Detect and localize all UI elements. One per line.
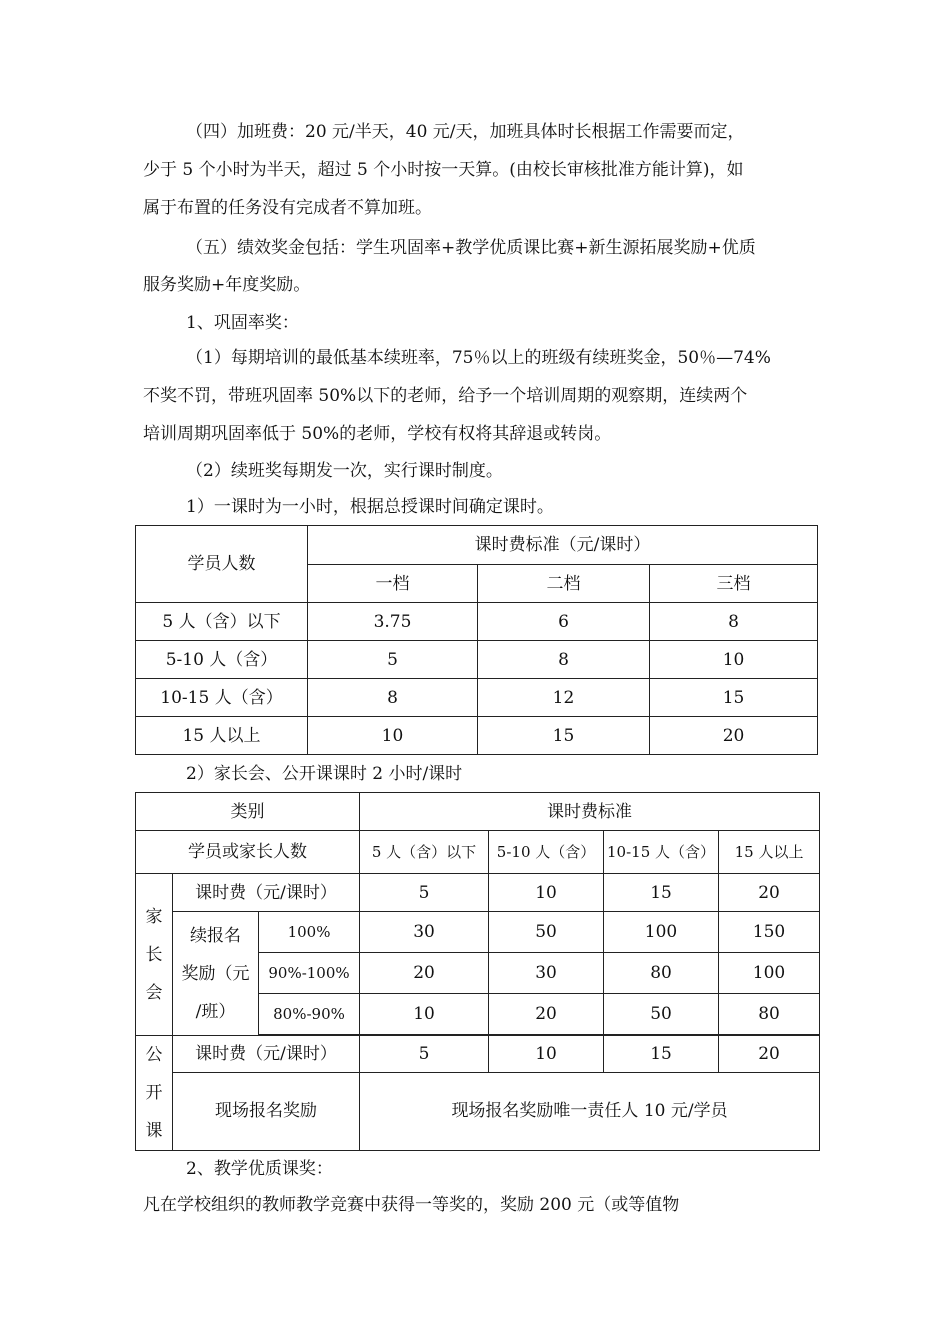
table-cell: 8	[478, 641, 650, 679]
header-size-2: 5-10 人（含）	[489, 831, 604, 874]
row-label: 课时费（元/课时）	[173, 1036, 360, 1073]
table-cell: 100	[719, 953, 820, 994]
table-cell: 30	[360, 912, 489, 953]
header-fee-standard: 课时费标准（元/课时）	[308, 526, 818, 565]
table-cell: 10	[489, 1036, 604, 1073]
table-cell: 6	[478, 603, 650, 641]
table-row	[136, 1072, 820, 1150]
table-row	[136, 641, 818, 679]
onsite-signup-value: 现场报名奖励唯一责任人 10 元/学员	[360, 1072, 820, 1150]
paragraph-retention-line3: 培训周期巩固率低于 50%的老师，学校有权将其辞退或转岗。	[143, 424, 612, 444]
heading-quality-class-award: 2、教学优质课奖：	[186, 1159, 333, 1179]
onsite-signup-label: 现场报名奖励	[173, 1072, 360, 1150]
table-cell: 100	[604, 912, 719, 953]
paragraph-retention-line1: （1）每期培训的最低基本续班率，75％以上的班级有续班奖金，50％—74%	[186, 348, 771, 368]
header-participant-count: 学员或家长人数	[136, 831, 360, 874]
header-student-count: 学员人数	[136, 526, 308, 603]
table-row	[136, 717, 818, 755]
continuation-bonus-label: 续报名 奖励（元 /班）	[173, 912, 259, 1036]
header-tier-1: 一档	[308, 565, 478, 603]
table-cell: 5	[360, 874, 489, 912]
header-tier-2: 二档	[478, 565, 650, 603]
table-cell: 5	[308, 641, 478, 679]
table-row	[136, 1036, 820, 1073]
table-cell: 80	[604, 953, 719, 994]
table-cell: 8	[308, 679, 478, 717]
paragraph-overtime-line1: （四）加班费：20 元/半天，40 元/天，加班具体时长根据工作需要而定，	[186, 122, 745, 142]
paragraph-bonus-line2: 服务奖励+年度奖励。	[143, 275, 311, 295]
table-cell: 10	[308, 717, 478, 755]
header-category: 类别	[136, 793, 360, 831]
row-label: 5-10 人（含）	[136, 641, 308, 679]
table-cell: 15	[604, 874, 719, 912]
table-cell: 10	[650, 641, 818, 679]
header-size-3: 10-15 人（含）	[604, 831, 719, 874]
table-cell: 20	[719, 1036, 820, 1073]
header-size-1: 5 人（含）以下	[360, 831, 489, 874]
paragraph-overtime-line2: 少于 5 个小时为半天，超过 5 个小时按一天算。(由校长审核批准方能计算)，如	[143, 160, 744, 180]
table-cell: 80	[719, 994, 820, 1035]
table-cell: 150	[719, 912, 820, 953]
table-cell: 20	[489, 994, 604, 1035]
parent-meeting-label: 家 长 会	[136, 874, 173, 1036]
paragraph-overtime-line3: 属于布置的任务没有完成者不算加班。	[143, 198, 432, 218]
row-label: 课时费（元/课时）	[173, 874, 360, 912]
table-row	[136, 603, 818, 641]
table-row	[136, 912, 820, 953]
table-row	[136, 874, 820, 912]
table-cell: 15	[478, 717, 650, 755]
table-cell: 20	[650, 717, 818, 755]
table-row	[136, 679, 818, 717]
table-cell: 30	[489, 953, 604, 994]
row-label: 15 人以上	[136, 717, 308, 755]
rate-label: 80%-90%	[259, 994, 360, 1035]
row-label: 10-15 人（含）	[136, 679, 308, 717]
rate-label: 90%-100%	[259, 953, 360, 994]
class-hour-fee-table	[135, 525, 818, 755]
paragraph-parent-meeting-hours: 2）家长会、公开课课时 2 小时/课时	[186, 764, 463, 784]
paragraph-retention-line2: 不奖不罚，带班巩固率 50%以下的老师，给予一个培训周期的观察期，连续两个	[143, 386, 748, 406]
table-cell: 10	[360, 994, 489, 1035]
header-fee-standard: 课时费标准	[360, 793, 820, 831]
header-tier-3: 三档	[650, 565, 818, 603]
heading-retention-award: 1、巩固率奖：	[186, 313, 299, 333]
paragraph-bonus-line1: （五）绩效奖金包括：学生巩固率+教学优质课比赛+新生源拓展奖励+优质	[186, 238, 756, 258]
table-cell: 12	[478, 679, 650, 717]
paragraph-class-hour-rule: 1）一课时为一小时，根据总授课时间确定课时。	[186, 497, 554, 517]
table-cell: 20	[360, 953, 489, 994]
paragraph-continuation-award: （2）续班奖每期发一次，实行课时制度。	[186, 461, 503, 481]
parent-meeting-open-class-table	[135, 792, 820, 1151]
rate-label: 100%	[259, 912, 360, 953]
open-class-label: 公 开 课	[136, 1036, 173, 1151]
table-cell: 50	[604, 994, 719, 1035]
table-cell: 15	[604, 1036, 719, 1073]
table-cell: 3.75	[308, 603, 478, 641]
header-size-4: 15 人以上	[719, 831, 820, 874]
table-cell: 50	[489, 912, 604, 953]
table-cell: 8	[650, 603, 818, 641]
paragraph-quality-class-award: 凡在学校组织的教师教学竞赛中获得一等奖的，奖励 200 元（或等值物	[143, 1195, 680, 1215]
table-cell: 5	[360, 1036, 489, 1073]
table-cell: 15	[650, 679, 818, 717]
table-cell: 20	[719, 874, 820, 912]
row-label: 5 人（含）以下	[136, 603, 308, 641]
table-cell: 10	[489, 874, 604, 912]
